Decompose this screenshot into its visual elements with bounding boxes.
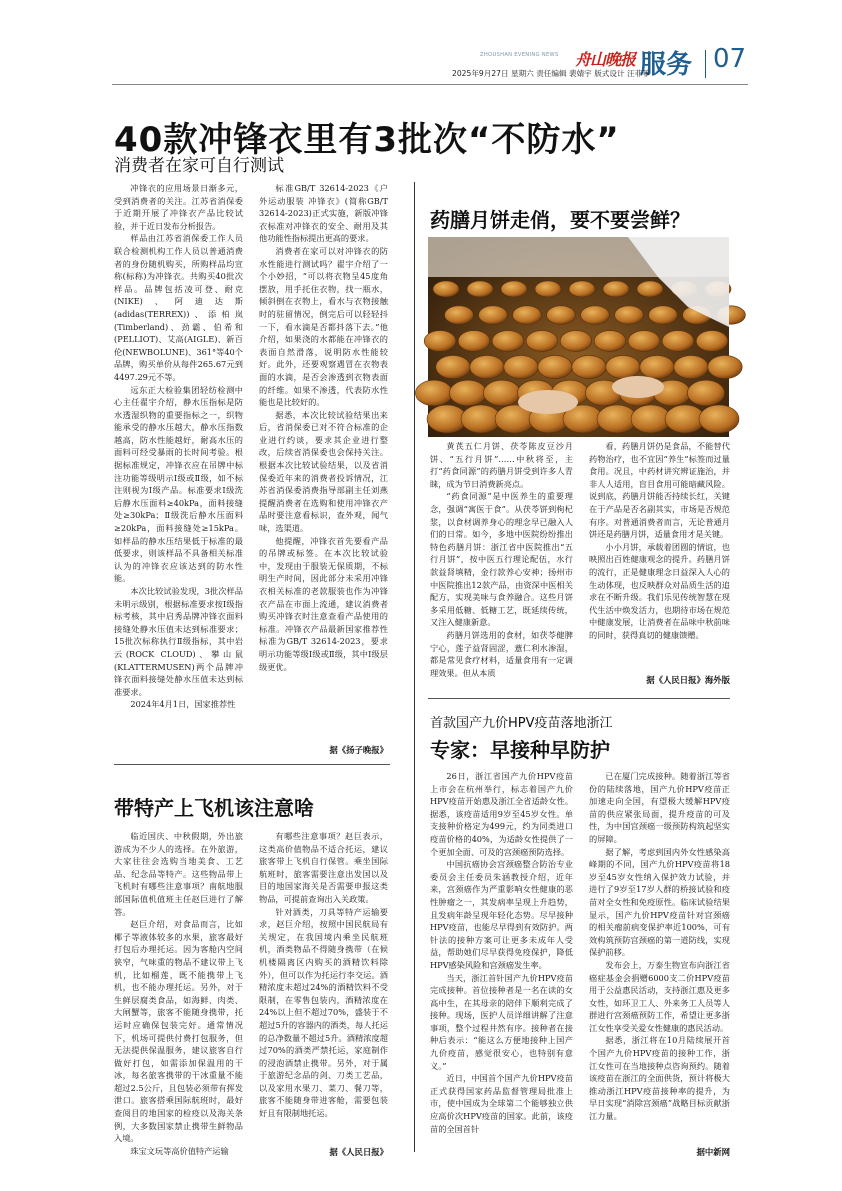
paragraph: 中国抗癌协会宫颈癌整合防治专业委员会主任委员朱涵教授介绍，近年来，宫颈癌作为严重影响女性健康的恶性肿瘤之一，其发病率呈现上升趋势，且发病年龄呈现年轻化态势。尽早接种HPV疫苗，也能尽早得到有效防护。两针法的接种方案可让更多未成年人受益，帮助她们尽早获得免疫保护，降低HPV感染风险和宫颈癌发生率。	[430, 859, 573, 970]
paragraph: 药膳月饼选用的食材，如茯苓健脾宁心，莲子益肾固涩，薏仁利水渗湿，都是常见食疗材料，适量食用有一定调理效果。但从本质	[430, 629, 573, 678]
paragraph: 发布会上，万泰生物宣布向浙江省癌症基金会捐赠6000支二价HPV疫苗用于公益惠民活动，支持浙江惠及更多女性，如环卫工人、外来务工人员等人群进行宫颈癌预防工作，希望让更多浙江女性享受关爱女性健康的惠民活动。	[589, 959, 730, 1033]
mooncake-shape	[662, 331, 694, 352]
page-number: 07	[713, 44, 747, 74]
mooncake-shape	[513, 306, 542, 324]
issue-info: 2025年9月27日 星期六 责任编辑 裴婧宇 版式设计 汪菲菲	[452, 69, 650, 78]
paragraph: 赵巨介绍，对食品而言，比如椰子等液体较多的水果，旅客最好打包后办理托运。因为客舱内空间狭窄，气味重的物品不建议带上飞机，比如榴莲，既不能携带上飞机，也不能办理托运。另外，对于生鲜层腐类食品，如海鲜、肉类、大闸蟹等，旅客不能随身携带，托运时应确保包装完好。通常情况下，机场可提供付费打包服务，但无法提供保温服务，建议旅客自行做好打包，如需添加保温用的干冰，每名旅客携带的干冰重量不能超过2.5公斤，且包装必须带有挥发泄口。旅客搭乘国际航班时，最好查阅目的地国家的检疫以及海关条例，大多数国家禁止携带生鲜物品入境。	[114, 919, 243, 1144]
paragraph: 小小月饼，承载着团圆的情谊，也映照出百姓健康观念的提升。药膳月饼的流行，正是健康理念日益深入人心的生动体现，也反映群众对品质生活的追求在不断升级。我们乐见传统智慧在现代生活中焕发活力，也期待市场在规范中健康发展，让消费者在品味中秋前味的同时，获得真切的健康馈赠。	[589, 541, 730, 640]
mooncake-shape	[538, 355, 572, 378]
mooncake-shape	[526, 331, 558, 352]
mooncake-shape	[433, 281, 459, 297]
headline: 40款冲锋衣里有3批次“不防水”	[114, 120, 620, 160]
mooncake-shape	[594, 331, 626, 352]
header-rule	[112, 84, 748, 85]
mooncake-shape	[569, 281, 595, 297]
mooncake-shape	[696, 331, 728, 352]
paragraph: 2024年4月1日，国家推荐性	[130, 699, 236, 710]
paragraph: 看，药膳月饼仍是食品，不能替代药物治疗，也不宜因“养生”标签而过量食用。况且，中药材讲究辨证施治，并非人人适用，盲目食用可能暗藏风险。说到底，药膳月饼能否持续长红，关键在于产品是否名副其实，市场是否规范有序。对普通消费者而言，无论普通月饼还是药膳月饼，适量食用才是关键。	[589, 441, 730, 540]
source-credit: 据《扬子晚报》	[329, 745, 388, 755]
paragraph: 黄芪五仁月饼、茯苓陈皮豆沙月饼、“五行月饼”……中秋将至，主打“药食同源”的药膳月饼受到许多人青睐，成为节日消费新亮点。	[430, 441, 573, 489]
mooncake-shape	[479, 306, 508, 324]
headline: 药膳月饼走俏，要不要尝鲜？	[430, 208, 690, 232]
article-body-col-2	[589, 440, 730, 672]
paragraph: 已在厦门完成接种。随着浙江等省份的陆续落地，国产九价HPV疫苗正加速走向全国，有望极大缓解HPV疫苗的供应紧张局面，提升疫苗的可及性，为中国宫颈癌一级预防构筑起坚实的屏障。	[589, 771, 730, 844]
paragraph: 临近国庆、中秋假期，外出旅游成为不少人的选择。在外旅游，大家往往会选购当地美食、工艺品、纪念品等特产。这些物品带上飞机时有哪些注意事项？南航地服部国际值机值班主任赵巨进行了解答。	[114, 831, 243, 917]
paragraph: 针对酒类，刀具等特产运输要求，赵巨介绍，按照中国民航局有关规定，在我国境内乘坐民航班机，酒类物品不得随身携带（在候机楼隔离区内购买的酒精饮料除外），但可以作为托运行李交运。酒精浓度未超过24%的酒精饮料不受限制，在零售包装内，酒精浓度在24%以上但不超过70%，盛装于不超过5升的容器内的酒类，每人托运的总净数量不超过5升。酒精浓度超过70%的酒类严禁托运，家庭制作的浸泡酒禁止携带。另外，对于属于旅游纪念品的剑、刀类工艺品，以及家用水果刀、菜刀、餐刀等，旅客不能随身带进客舱，需要包装好且有限制地托运。	[259, 906, 388, 1119]
article-body-col-1	[430, 770, 573, 1165]
mooncake-shape	[615, 306, 644, 324]
mooncake-shape	[501, 281, 527, 297]
paragraph: 据了解，考虑到国内外女性感染高峰期的不同，国产九价HPV疫苗将18岁至45岁女性纳入保护效力试验，并进行了9岁至17岁人群的桥接试验和疫苗对全女性和免疫原性。临床试验结果显示，国产九价HPV疫苗针对宫颈癌的相关瘤前病变保护率近100%，可有效构筑预防宫颈癌的第一道防线，实现保护前移。	[589, 846, 730, 958]
mooncake-shape	[449, 380, 486, 406]
mooncake-shape	[483, 380, 520, 406]
mooncake-shape	[581, 306, 610, 324]
article-body-col-2	[259, 182, 388, 738]
mooncake-shape	[640, 355, 674, 378]
paragraph: 远东正大检验集团轻纺检测中心主任翟宇介绍，静水压指标是防水透湿织物的重要指标之一，织物能承受的静水压越大，静水压指数越高，防水性能越好，耐高水压的面料可经受暴雨的长时间考验。根据标准规定，冲锋衣应在吊牌中标注功能等级明示Ⅰ级或Ⅱ级，如不标注则视为Ⅰ级产品。标准要求Ⅰ级洗后静水压面料≥40kPa，面料接缝处≥30kPa；Ⅱ级洗后静水压面料≥20kPa，面料接缝处≥15kPa。如样品的静水压结果低于标准的最低要求，则该样品不具备相关标准认为的冲锋衣应该达到的防水性能。	[114, 384, 243, 584]
mooncake-tray-image	[428, 237, 729, 437]
mooncake-shape	[547, 306, 576, 324]
mooncake-shape	[492, 331, 524, 352]
article-body-col-1	[430, 440, 573, 678]
mooncake-shape	[674, 355, 708, 378]
source-credit: 据《人民日报》海外版	[646, 675, 730, 685]
paragraph: 他提醒，冲锋衣首先要看产品的吊牌或标签。在本次比较试验中，发现由于服装无保质期，不标明生产时间，因此部分未采用冲锋衣相关标准的老款服装也作为冲锋衣产品在市面上流通，建议消费者购买冲锋衣时注意查看产品使用的标准。冲锋衣产品最新国家推荐性标准为GB/T 32614-2023，要求明示功能等级Ⅰ级或Ⅱ级，其中Ⅰ级层级更优。	[259, 535, 388, 672]
mooncake-shape	[436, 355, 470, 378]
mooncake-shape	[560, 331, 592, 352]
source-credit: 据《人民日报》	[329, 1147, 388, 1157]
paragraph: 本次比较试验发现，3批次样品未明示级别，根据标准要求按Ⅰ级指标考核，其中启秀品牌冲锋衣面料接缝处静水压值未达到标准要求；15批次标称执行Ⅱ级指标，其中岩云(ROCK CLOUD)、攀山鼠(KLATTERMUSEN)两个品牌冲锋衣面料接缝处静水压值未达到标准要求。	[114, 586, 243, 697]
mooncake-shape	[424, 331, 456, 352]
mooncake-shape	[699, 405, 739, 433]
paragraph: 据悉，浙江将在10月陆续展开首个国产九价HPV疫苗的接种工作，浙江女性可在当地接种点咨询预约。随着该疫苗在浙江的全面供货，预计将极大推动浙江HPV疫苗接种率的提升，为早日实现“消除宫颈癌”战略目标贡献浙江力量。	[589, 1035, 730, 1122]
paragraph: 26日，浙江省国产九价HPV疫苗上市会在杭州举行，标志着国产九价HPV疫苗开始惠及浙江全省适龄女性。据悉，该疫苗适用9岁至45岁女性。单支接种价格定为499元，约为同类进口疫苗价格的40%，为适龄女性提供了一个更加全面、可及的宫颈癌预防选择。	[430, 771, 573, 857]
site-name-en: ZHOUSHAN EVENING NEWS	[480, 52, 559, 58]
article-body-col-1	[114, 830, 243, 1166]
mooncake-shape	[603, 281, 629, 297]
mooncake-shape	[628, 331, 660, 352]
mooncake-shape	[606, 355, 640, 378]
section-rule	[114, 764, 390, 765]
article-body-col-2	[259, 830, 388, 1142]
headline: 带特产上飞机该注意啥	[114, 796, 314, 820]
paragraph: 当天，浙江首针国产九价HPV疫苗完成接种。首位接种者是一名在读的女高中生，在其母亲的陪伴下顺利完成了接种。现场，医护人员详细讲解了注意事项，整个过程井然有序。接种者在接种后表示：“能这么方便地接种上国产九价疫苗，感觉很安心，也特别有意义。”	[430, 972, 573, 1071]
mooncake-shape	[637, 281, 663, 297]
section-rule	[428, 698, 730, 699]
mooncake-shape	[415, 380, 452, 406]
paragraph: “药食同源”是中医养生的重要理念，强调“寓医于食”。从茯苓饼到枸杞浆，以食材调养身心的理念早已融入人们的日常。如今，多地中医院纷纷推出特色药膳月饼：浙江省中医院推出“五行月饼”，按中医五行理论配伍，水行款益肾填精，金行款养心安神；扬州市中医院推出12款产品，由资深中医相关配方，实现美味与食养融合。这些月饼多采用低糖、低糖工艺，既延续传统，又注入健康新意。	[430, 491, 573, 628]
headline: 专家：早接种早防护	[430, 738, 610, 762]
section-title: 服务	[640, 50, 693, 80]
paragraph: 近日，中国首个国产九价HPV疫苗正式获得国家药品监督管理局批准上市，使中国成为全球第二个能够独立供应高价次HPV疫苗的国家。此前，该疫苗的全国首针	[430, 1073, 573, 1134]
mooncake-shape	[445, 306, 474, 324]
mooncake-shape	[687, 380, 724, 406]
source-credit: 据中新网	[696, 1147, 730, 1157]
paragraph: 消费者在家可以对冲锋衣的防水性能进行测试吗？翟宇介绍了一个小妙招，“可以将衣物呈45度角摆放，用手托住衣物，找一瓶水，倾斜倒在衣物上，看水与衣物接触时的驻留情况，倒完后可以轻轻抖一下，看水滴是否都抖落下去。”他介绍，如果浇的水都能在冲锋衣的表面自然滑落，说明防水性能较好。此外，还要观察遇冒在衣物表面的水滴，是否会渗透到衣物表面的纤维。如果不渗透，代表防水性能也是比较好的。	[259, 245, 388, 408]
paragraph: 珠宝文玩等高价值特产运输	[130, 1145, 229, 1156]
paragraph: 样品由江苏省消保委工作人员联合检测机构工作人员以普通消费者的身份随机购买，所购样品均宣称(标称)为冲锋衣。共购买40批次样品。品牌包括凌可登、耐克(NIKE)、阿迪达斯(adidas(TERREX))、添柏岚(Timberland)、劲霸、伯希和(PELLIOT)、艾高(AIGLE)、新百伦(NEWBOLUNE)、361°等40个品牌，购买单价从每件265.67元到4497.29元不等。	[114, 233, 243, 382]
mooncake-shape	[649, 306, 678, 324]
newspaper-logo: 舟山晚报	[575, 50, 636, 69]
paragraph: 标准GB/T 32614-2023《户外运动服装 冲锋衣》(简称GB/T 32614-2023)正式实施，新版冲锋衣标准对冲锋衣的安全、耐用及其他功能性指标提出更高的要求。	[259, 183, 388, 244]
kicker: 首款国产九价HPV疫苗落地浙江	[430, 716, 613, 731]
paragraph: 冲锋衣的应用场景日渐多元，受到消费者的关注。江苏省消保委于近期开展了冲锋衣产品比较试验，并于近日发布分析报告。	[114, 183, 243, 231]
section-divider	[705, 50, 706, 78]
subheadline: 消费者在家可自行测试	[114, 156, 284, 176]
mooncake-shape	[458, 331, 490, 352]
article-body-col-2	[589, 770, 730, 1142]
mooncake-shape	[470, 355, 504, 378]
mooncake-shape	[504, 355, 538, 378]
mooncake-shape	[535, 281, 561, 297]
mooncake-shape	[467, 281, 493, 297]
paragraph: 据悉，本次比较试验结果出来后，省消保委已对不符合标准的企业进行约谈，要求其企业进行整改，后续省消保委也会保持关注。根据本次比较试验结果，以及省消保委近年来的消费者投诉情况，江苏省消保委消费指导部副主任刘燕提醒消费者在选购和使用冲锋衣产品时要注意看标识，查外观，闻气味，选渠道。	[259, 409, 388, 534]
column-divider	[414, 182, 415, 1152]
paragraph: 有哪些注意事项？赵巨表示，这类高价值物品不适合托运，建议旅客带上飞机自行保管。乘坐国际航班时，旅客需要注意出发国以及目的地国家海关是否需要申报这类物品，可提前查询出入关政策。	[259, 831, 388, 904]
article-body-col-1	[114, 182, 243, 738]
mooncake-shape	[572, 355, 606, 378]
mooncake-shape	[708, 355, 742, 378]
mooncake-photo	[428, 237, 729, 437]
